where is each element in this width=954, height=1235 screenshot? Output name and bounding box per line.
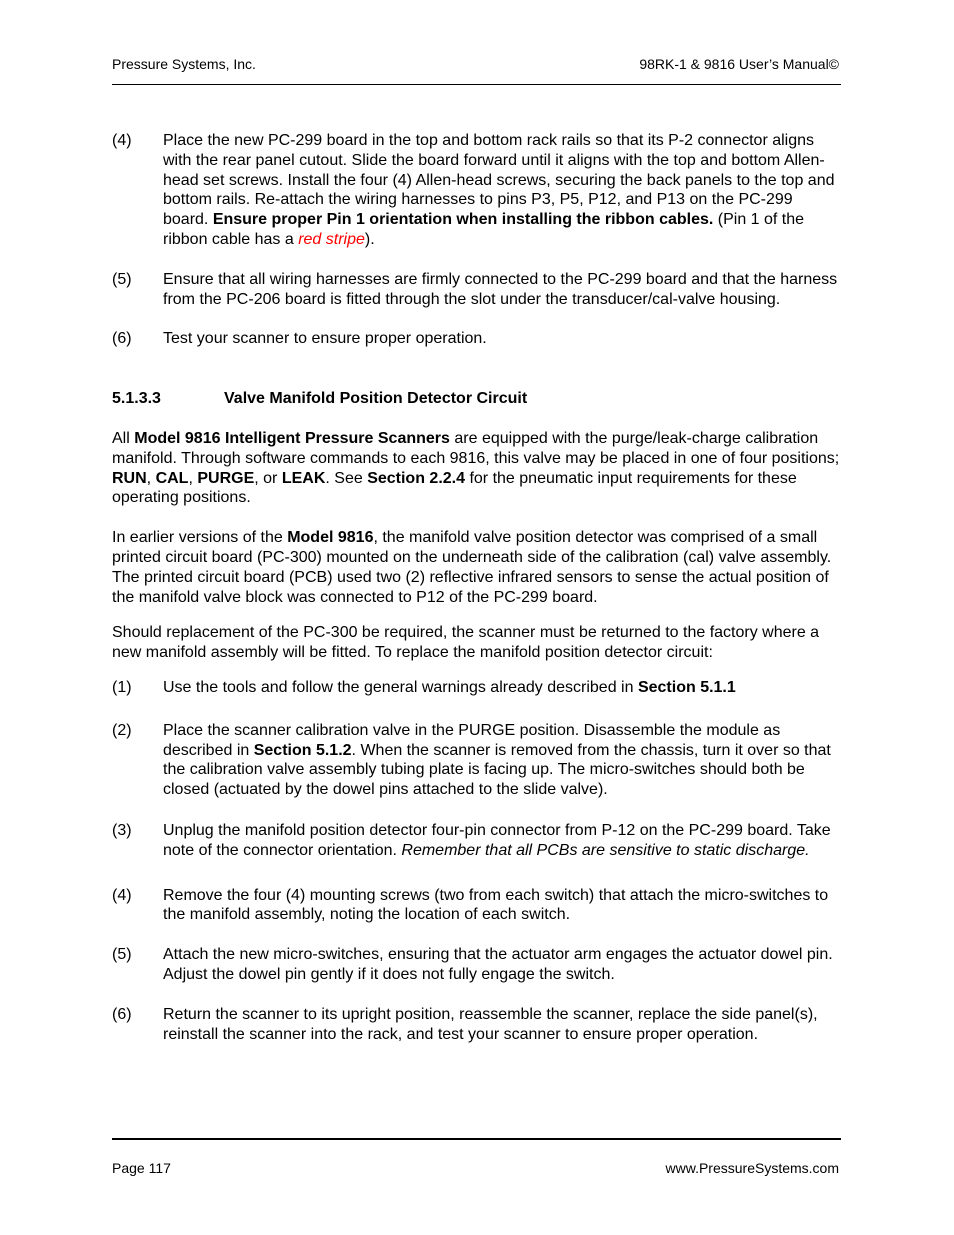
step-number: (3)	[112, 821, 132, 839]
paragraph: In earlier versions of the Model 9816, the manifold valve position detector was comprised of a small printed circuit board (PC-300) mounted on the underneath side of the calibration (cal) valve assembly. The printed circuit board (PCB) used two (2) reflective infrared sensors to sense the actual position of the manifold valve block was connected to P12 of the PC-299 board.	[112, 529, 832, 606]
header-company: Pressure Systems, Inc.	[112, 56, 256, 72]
section-title: Valve Manifold Position Detector Circuit	[224, 390, 528, 408]
step-number: (5)	[112, 946, 132, 964]
step-item	[112, 678, 841, 698]
step-text: Remove the four (4) mounting screws (two from each switch) that attach the micro-switches to the manifold assembly, noting the location of each switch.	[163, 886, 829, 924]
step-number: (2)	[112, 721, 132, 739]
step-number: (4)	[112, 132, 132, 149]
step-text: Place the new PC-299 board in the top and bottom rack rails so that its P-2 connector aligns with the rear panel cutout. Slide the board forward until it aligns with the top and bottom Allen-head set screws. Install the four (4) Allen-head screws, securing the back panels to the top and bottom rails. Re-attach the wiring harnesses to pins P3, P5, P12, and P13 on the PC-299 board. Ensure proper Pin 1 orientation when installing the ribbon cables. (Pin 1 of the ribbon cable has a red stripe).	[163, 132, 835, 248]
step-text: Test your scanner to ensure proper operation.	[163, 330, 487, 348]
step-item	[112, 721, 841, 800]
step-item	[112, 131, 841, 250]
step-number: (6)	[112, 1005, 132, 1023]
paragraph: All Model 9816 Intelligent Pressure Scanners are equipped with the purge/leak-charge calibration manifold. Through software commands to each 9816, this valve may be placed in one of four positions; RUN, CAL, PURGE, or LEAK. See Section 2.2.4 for the pneumatic input requirements for these operating positions.	[112, 429, 840, 507]
page-footer	[112, 1138, 841, 1176]
website-url: www.PressureSystems.com	[665, 1160, 839, 1176]
step-text: Place the scanner calibration valve in the PURGE position. Disassemble the module as described in Section 5.1.2. When the scanner is removed from the chassis, turn it over so that the calibration valve assembly tubing plate is facing up. The micro-switches should both be closed (actuated by the dowel pins attached to the slide valve).	[163, 721, 831, 799]
step-number: (1)	[112, 678, 132, 696]
paragraph: Should replacement of the PC-300 be required, the scanner must be returned to the factory where a new manifold assembly will be fitted. To replace the manifold position detector circuit:	[112, 624, 820, 662]
step-text: Ensure that all wiring harnesses are firmly connected to the PC-299 board and that the harness from the PC-206 board is fitted through the slot under the transducer/cal-valve housing.	[163, 270, 838, 308]
step-item	[112, 1005, 841, 1045]
step-text: Attach the new micro-switches, ensuring that the actuator arm engages the actuator dowel pin. Adjust the dowel pin gently if it does not fully engage the switch.	[163, 946, 833, 983]
red-stripe-text: red stripe	[298, 230, 365, 248]
step-item	[112, 886, 841, 926]
step-number: (6)	[112, 330, 132, 348]
section-number: 5.1.3.3	[112, 390, 161, 408]
step-item	[112, 329, 841, 349]
page-header	[112, 56, 841, 85]
page-body	[112, 131, 841, 1044]
page-number: Page 117	[112, 1160, 171, 1176]
step-item	[112, 821, 841, 861]
step-item	[112, 945, 841, 985]
step-number: (4)	[112, 886, 132, 904]
step-item	[112, 270, 841, 310]
section-heading	[112, 389, 841, 409]
step-text: Return the scanner to its upright position, reassemble the scanner, replace the side panel(s), reinstall the scanner into the rack, and test your scanner to ensure proper operation.	[163, 1005, 818, 1043]
step-number: (5)	[112, 270, 132, 288]
step-text: Use the tools and follow the general warnings already described in Section 5.1.1	[163, 678, 736, 696]
header-manual-title: 98RK-1 & 9816 User’s Manual©	[639, 56, 839, 72]
step-text: Unplug the manifold position detector four-pin connector from P-12 on the PC-299 board. Take note of the connector orientation. Remember that all PCBs are sensitive to static discharge.	[163, 821, 831, 859]
